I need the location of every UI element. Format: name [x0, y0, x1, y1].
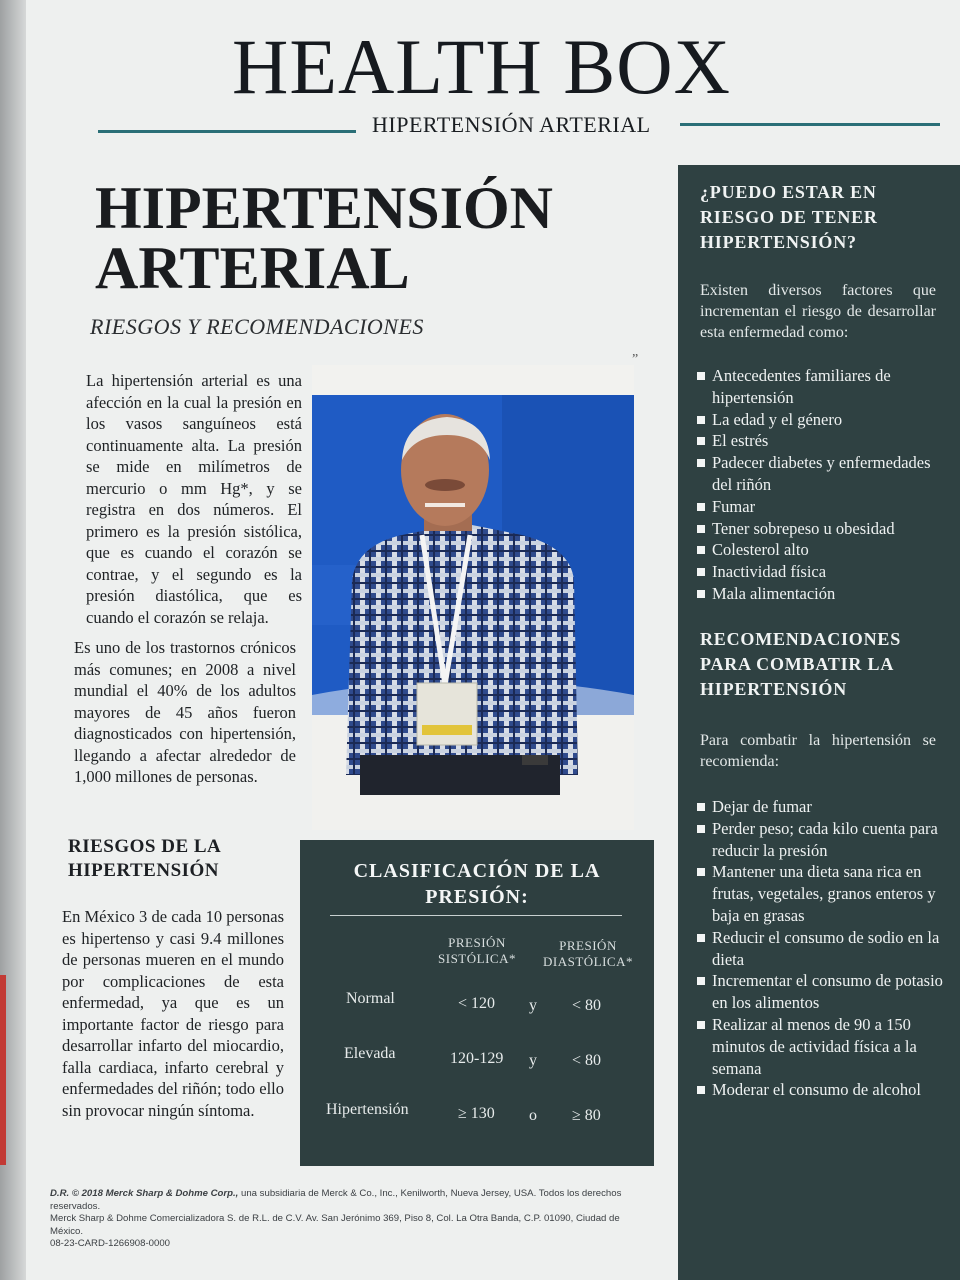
photo-quote-mark: ” [632, 352, 639, 367]
risk-heading-line2: RIESGO DE TENER [700, 207, 878, 227]
row-hipertension-systolic: ≥ 130 [458, 1105, 495, 1122]
systolic-column-header [432, 935, 522, 967]
list-item: Colesterol alto [696, 539, 946, 561]
list-item: Moderar el consumo de alcohol [696, 1079, 946, 1101]
article-title [95, 175, 615, 301]
list-item: Mala alimentación [696, 583, 946, 605]
footer-code: 08-23-CARD-1266908-0000 [50, 1238, 170, 1249]
row-label-elevada: Elevada [344, 1045, 396, 1062]
list-item: Perder peso; cada kilo cuenta para reducir la presión [696, 818, 946, 862]
rec-heading-line2: PARA COMBATIR LA [700, 654, 895, 674]
article-photo [312, 365, 634, 830]
magazine-title: HEALTH BOX [232, 23, 731, 110]
risk-factors-list [696, 365, 946, 605]
row-hipertension-diastolic: ≥ 80 [572, 1107, 601, 1124]
risks-heading-line1: RIESGOS DE LA [68, 836, 222, 857]
title-rule-left [98, 130, 356, 133]
article-title-line1: HIPERTENSIÓN [95, 175, 553, 241]
recommendations-intro: Para combatir la hipertensión se recomienda: [700, 732, 936, 770]
risks-paragraph: En México 3 de cada 10 personas es hipertenso y casi 9.4 millones de personas mueren en el mundo por complicaciones de esta enfermedad, ya que es un importante factor de riesgo para desarrollar infarto del miocardio, falla cardiaca, infarto cerebral y enfermedades del riñón; todo ello sin provocar ningún síntoma. [62, 907, 284, 1120]
row-label-hipertension: Hipertensión [326, 1101, 409, 1118]
rec-heading-line3: HIPERTENSIÓN [700, 679, 847, 699]
risks-heading-line2: HIPERTENSIÓN [68, 860, 220, 881]
red-page-tab [0, 975, 6, 1165]
classification-title [330, 858, 624, 910]
sidebar-panel [678, 165, 960, 1280]
list-item: Dejar de fumar [696, 796, 946, 818]
statistics-paragraph: Es uno de los trastornos crónicos más comunes; en 2008 a nivel mundial el 40% de los adultos mayores de 45 años fueron diagnosticados con hipertensión, llegando a afectar alrededor de 1,000 millones de personas. [74, 638, 296, 786]
classification-title-line1: CLASIFICACIÓN DE LA [353, 860, 601, 882]
row-elevada-systolic: 120-129 [450, 1050, 504, 1067]
classification-title-line2: PRESIÓN: [425, 886, 529, 908]
risk-heading-line3: HIPERTENSIÓN? [700, 232, 857, 252]
row-normal-systolic: < 120 [458, 995, 496, 1012]
classification-divider [330, 915, 622, 916]
risks-heading [68, 835, 288, 883]
row-hipertension-conj: o [529, 1107, 537, 1124]
list-item: Fumar [696, 496, 946, 518]
diastolic-column-header [538, 938, 638, 970]
systolic-header-line1: PRESIÓN [448, 935, 506, 950]
risk-factors-intro: Existen diversos factores que incrementan el riesgo de desarrollar esta enfermedad como: [700, 282, 936, 341]
systolic-header-line2: SISTÓLICA* [438, 951, 516, 966]
rec-heading-line1: RECOMENDACIONES [700, 629, 902, 649]
list-item: Mantener una dieta sana rica en frutas, vegetales, granos enteros y baja en grasas [696, 861, 946, 926]
article-title-line2: ARTERIAL [95, 235, 410, 301]
recommendations-list [696, 796, 946, 1101]
row-normal-diastolic: < 80 [572, 997, 602, 1014]
list-item: Incrementar el consumo de potasio en los alimentos [696, 970, 946, 1014]
list-item: Realizar al menos de 90 a 150 minutos de actividad física a la semana [696, 1014, 946, 1079]
row-label-normal: Normal [346, 990, 395, 1007]
list-item: Padecer diabetes y enfermedades del riñón [696, 452, 946, 496]
risk-factors-heading [700, 180, 956, 255]
list-item: El estrés [696, 430, 946, 452]
list-item: Inactividad física [696, 561, 946, 583]
list-item: Antecedentes familiares de hipertensión [696, 365, 946, 409]
article-subtitle: RIESGOS Y RECOMENDACIONES [90, 314, 424, 339]
footer-line1: una subsidiaria de Merck & Co., Inc., Kenilworth, Nueva Jersey, USA. Todos los derechos reservados. [50, 1188, 622, 1212]
intro-paragraph: La hipertensión arterial es una afección en la cual la presión en los vasos sanguíneos está continuamente alta. La presión se mide en milímetros de mercurio o mm Hg*, y se registra en dos números. El primero es la presión sistólica, que es cuando el corazón se contrae, y el segundo es la presión diastólica, que es cuando el corazón se relaja. [86, 371, 302, 627]
row-normal-conj: y [529, 997, 537, 1014]
footer-copyright: D.R. © 2018 Merck Sharp & Dohme Corp., [50, 1188, 239, 1199]
risk-heading-line1: ¿PUEDO ESTAR EN [700, 182, 877, 202]
row-elevada-conj: y [529, 1052, 537, 1069]
list-item: La edad y el género [696, 409, 946, 431]
diastolic-header-line2: DIASTÓLICA* [543, 954, 633, 969]
list-item: Reducir el consumo de sodio en la dieta [696, 927, 946, 971]
row-elevada-diastolic: < 80 [572, 1052, 602, 1069]
man-portrait-illustration [312, 365, 634, 830]
pressure-classification-box [300, 840, 654, 1166]
legal-footer [50, 1188, 650, 1251]
recommendations-heading [700, 627, 956, 702]
footer-line2: Merck Sharp & Dohme Comercializadora S. de R.L. de C.V. Av. San Jerónimo 369, Piso 8, Col. La Otra Banda, C.P. 01090, Ciudad de México. [50, 1213, 620, 1237]
diastolic-header-line1: PRESIÓN [559, 938, 617, 953]
title-rule-right [680, 123, 940, 126]
list-item: Tener sobrepeso u obesidad [696, 518, 946, 540]
magazine-subtitle: HIPERTENSIÓN ARTERIAL [372, 112, 651, 137]
